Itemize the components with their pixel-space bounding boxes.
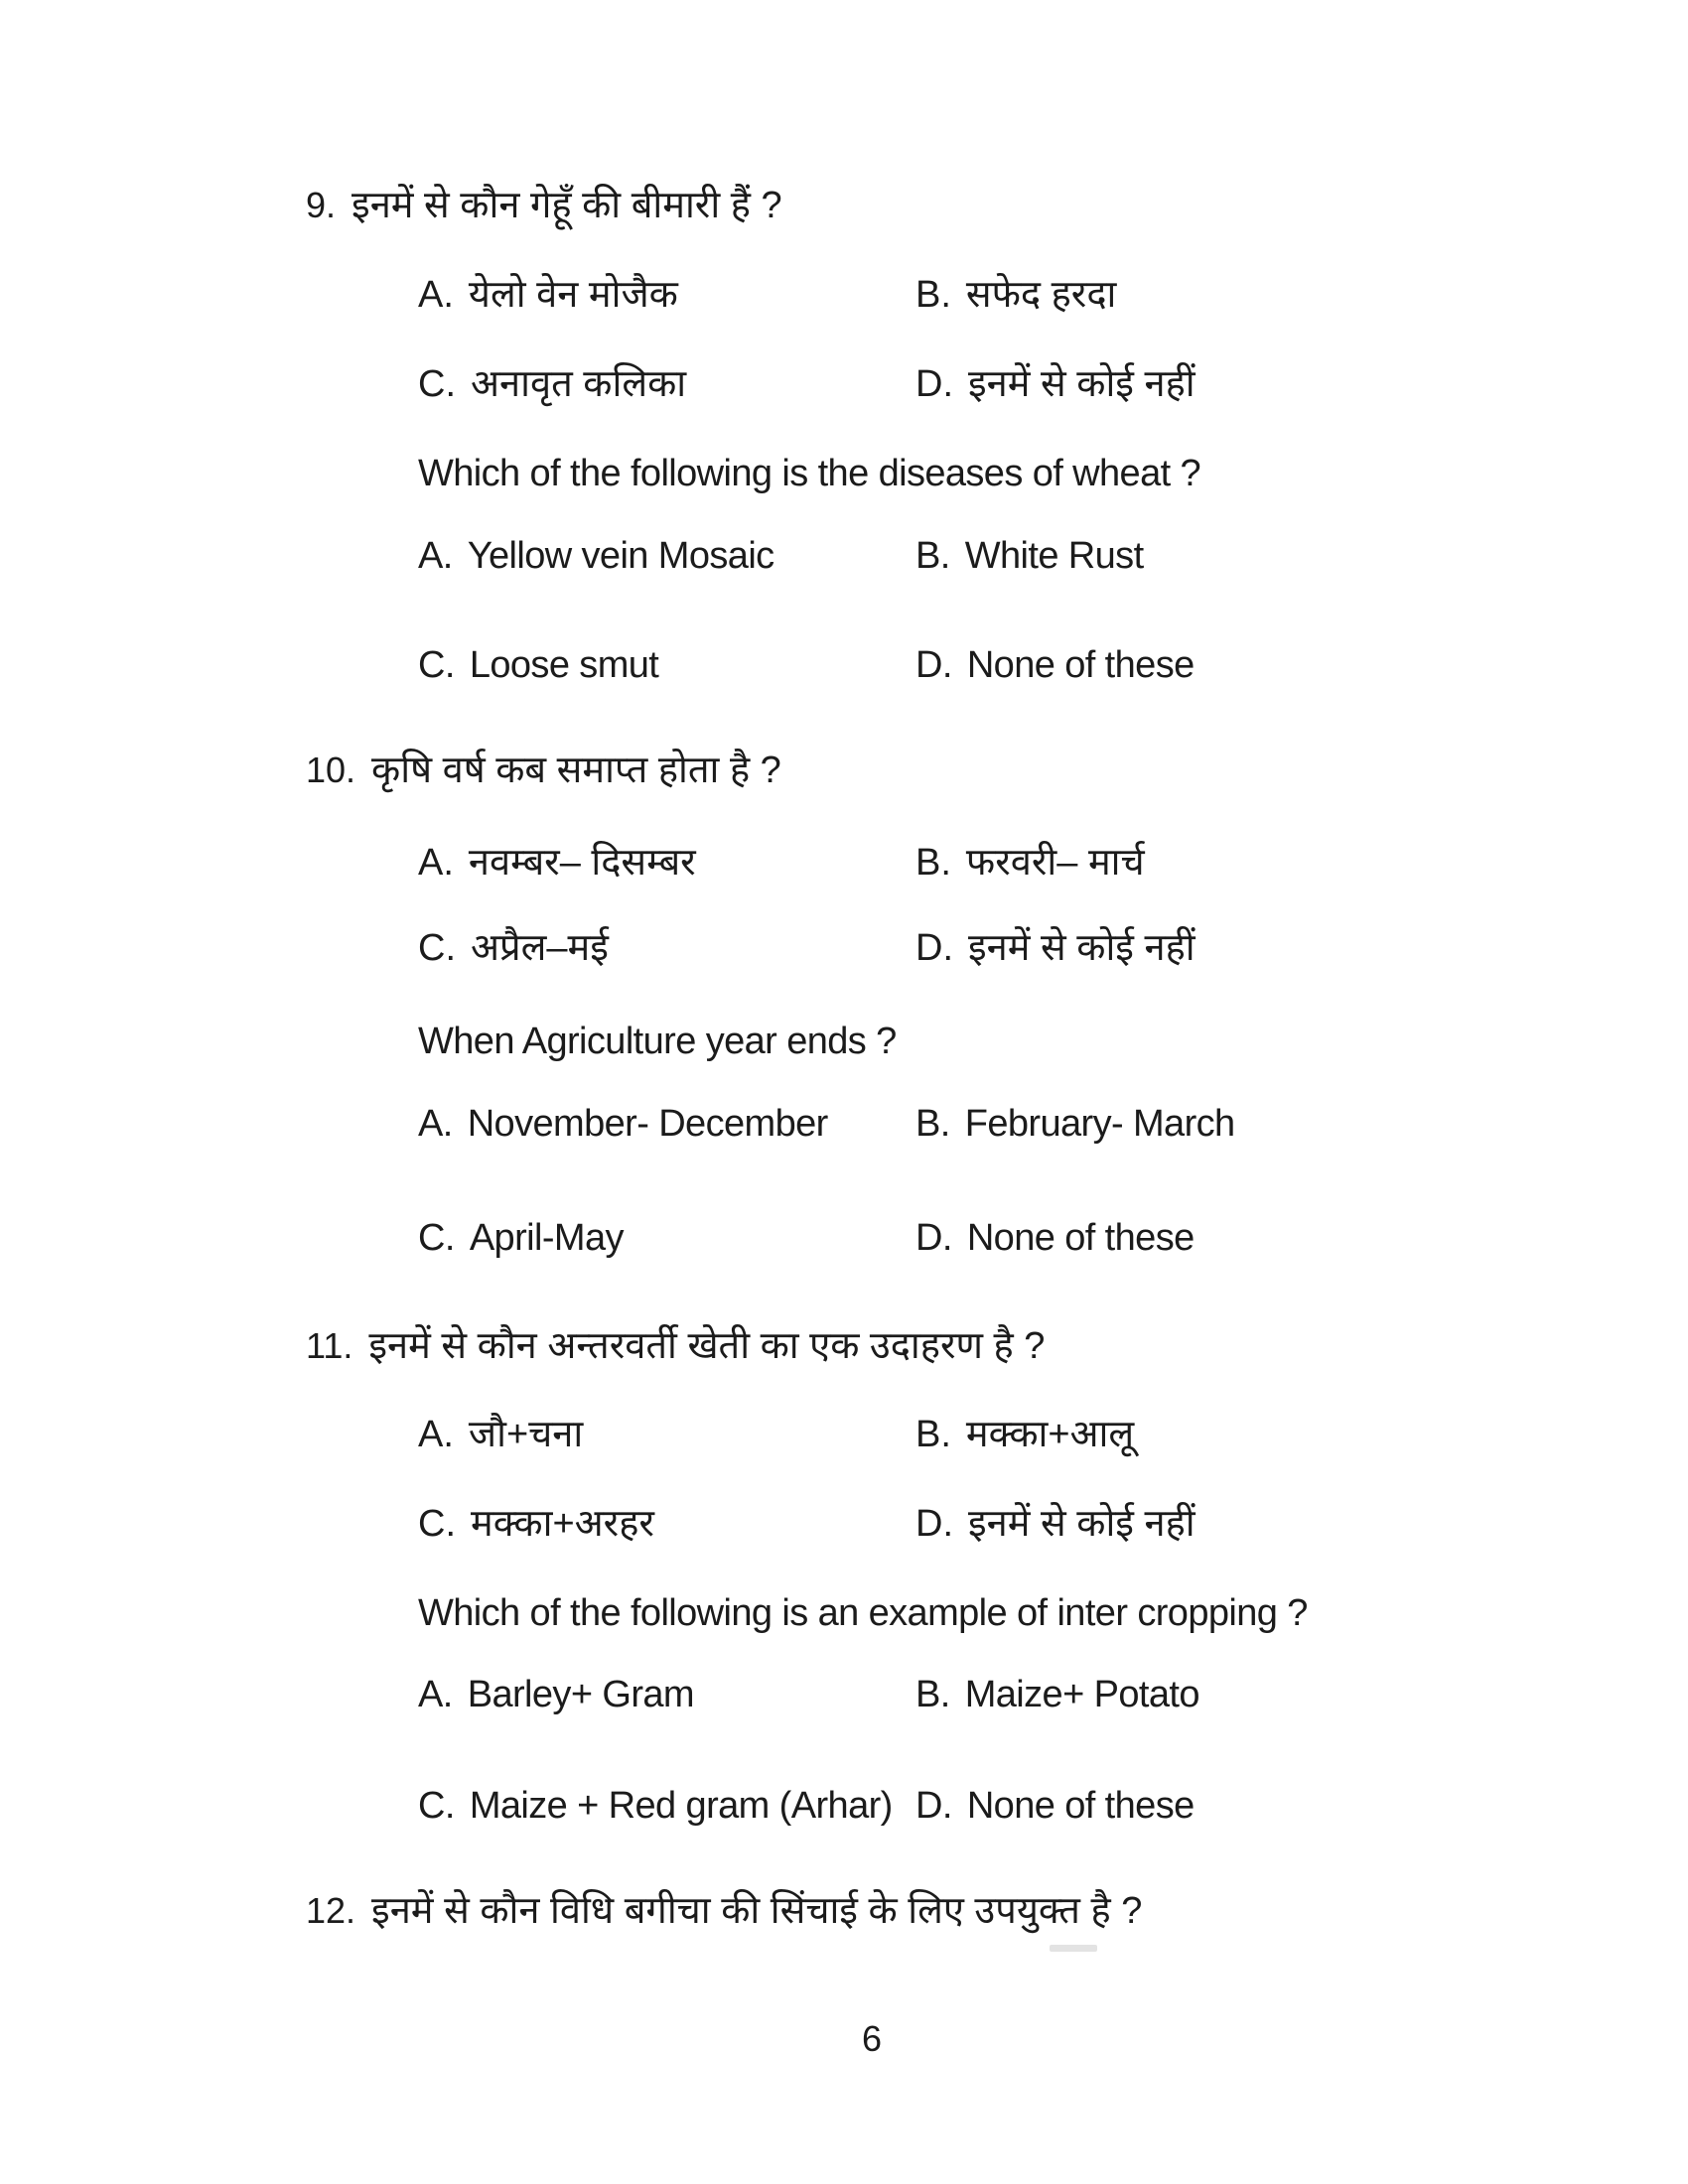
question-12-hindi — [306, 1885, 1142, 1937]
question-9-english-option-a: A. Yellow vein Mosaic — [418, 535, 774, 577]
question-9-english — [418, 448, 1200, 499]
question-9-hindi-option-d: D. इनमें से कोई नहीं — [915, 363, 1196, 405]
question-11-hindi-option-c: C. मक्का+अरहर — [418, 1503, 654, 1545]
question-11-hindi-options-ab — [0, 1409, 1688, 1460]
question-9-english-option-c: C. Loose smut — [418, 644, 659, 686]
question-11-english-option-c: C. Maize + Red gram (Arhar) — [418, 1785, 893, 1827]
question-11-english-text: Which of the following is an example of inter cropping ? — [418, 1592, 1308, 1634]
question-9-hindi-option-c: C. अनावृत कलिका — [418, 363, 687, 405]
question-10-english-option-a: A. November- December — [418, 1103, 828, 1145]
question-9-english-option-d: D. None of these — [915, 644, 1195, 686]
question-9-number: 9. — [306, 185, 337, 225]
question-11-hindi-option-d: D. इनमें से कोई नहीं — [915, 1503, 1196, 1545]
question-10-english-option-b: B. February- March — [915, 1103, 1235, 1145]
question-10-hindi-option-a: A. नवम्बर– दिसम्बर — [418, 842, 696, 884]
question-11-number: 11. — [306, 1325, 353, 1366]
question-9-hindi-option-b: B. सफेद हरदा — [915, 274, 1117, 316]
question-10-english-text: When Agriculture year ends ? — [418, 1021, 897, 1062]
question-11-english-option-d: D. None of these — [915, 1785, 1195, 1827]
question-9-english-options-ab — [0, 530, 1688, 582]
question-11-english-options-ab — [0, 1669, 1688, 1720]
question-10-english-option-c: C. April-May — [418, 1217, 624, 1259]
question-10-number: 10. — [306, 750, 356, 790]
question-10-english-options-cd — [0, 1212, 1688, 1264]
question-11-hindi — [306, 1320, 1045, 1372]
question-11-english-option-a: A. Barley+ Gram — [418, 1674, 694, 1715]
question-10-english-option-d: D. None of these — [915, 1217, 1195, 1259]
question-10-hindi — [306, 745, 781, 796]
question-9-english-option-b: B. White Rust — [915, 535, 1144, 577]
question-11-hindi-text: इनमें से कौन अन्तरवर्ती खेती का एक उदाहरण है ? — [368, 1325, 1046, 1367]
question-10-english-options-ab — [0, 1098, 1688, 1150]
question-9-english-text: Which of the following is the diseases of wheat ? — [418, 453, 1201, 494]
question-10-hindi-options-ab — [0, 837, 1688, 888]
question-9-hindi — [306, 180, 782, 231]
question-11-hindi-option-b: B. मक्का+आलू — [915, 1414, 1135, 1455]
page-number: 6 — [862, 2018, 883, 2059]
question-10-hindi-option-d: D. इनमें से कोई नहीं — [915, 927, 1196, 969]
scan-smudge-artifact — [1050, 1945, 1097, 1952]
question-9-hindi-options-cd — [0, 358, 1688, 410]
question-9-hindi-options-ab — [0, 269, 1688, 321]
question-11-english — [418, 1587, 1308, 1639]
question-12-number: 12. — [306, 1890, 356, 1931]
question-9-hindi-text: इनमें से कौन गेहूँ की बीमारी हैं ? — [352, 185, 782, 226]
question-11-hindi-option-a: A. जौ+चना — [418, 1414, 584, 1455]
question-10-hindi-options-cd — [0, 922, 1688, 974]
question-11-english-option-b: B. Maize+ Potato — [915, 1674, 1199, 1715]
question-9-english-options-cd — [0, 639, 1688, 691]
question-10-hindi-text: कृषि वर्ष कब समाप्त होता है ? — [371, 750, 781, 791]
question-10-hindi-option-c: C. अप्रैल–मई — [418, 927, 609, 969]
question-11-english-options-cd — [0, 1780, 1688, 1832]
question-10-english — [418, 1016, 897, 1067]
question-11-hindi-options-cd — [0, 1498, 1688, 1550]
question-10-hindi-option-b: B. फरवरी– मार्च — [915, 842, 1145, 884]
question-12-hindi-text: इनमें से कौन विधि बगीचा की सिंचाई के लिए उपयुक्त है ? — [371, 1890, 1143, 1932]
question-9-hindi-option-a: A. येलो वेन मोजैक — [418, 274, 678, 316]
